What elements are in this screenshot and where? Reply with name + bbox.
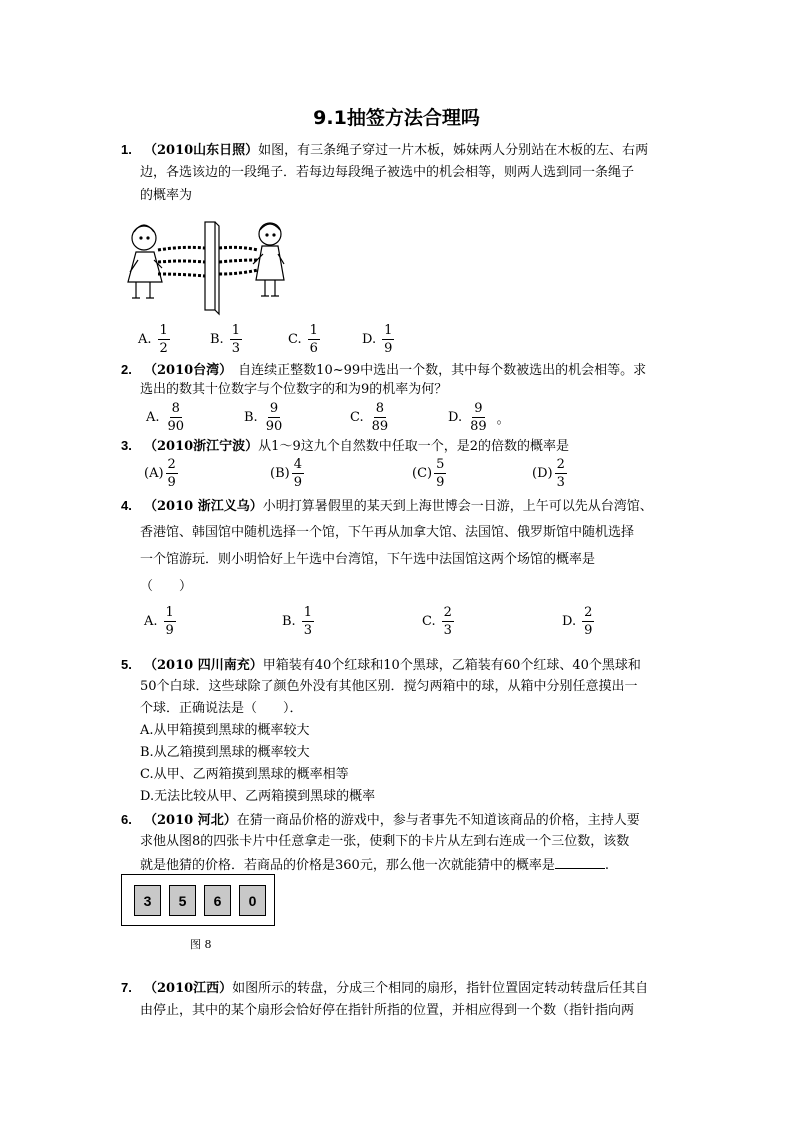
q6-line-2: 求他从图8的四张卡片中任意拿走一张，使剩下的卡片从左到右连成一个三位数，该数	[140, 834, 630, 849]
fraction: $\frac{2}{9}$	[584, 605, 593, 638]
card-3[interactable]: 3	[134, 885, 161, 916]
fraction: $\frac{5}{9}$	[436, 457, 445, 490]
card-5[interactable]: 5	[169, 885, 196, 916]
q4-line-3: 一个馆游玩．则小明恰好上午选中台湾馆，下午选中法国馆这两个场馆的概率是	[140, 552, 596, 567]
q3-option-a[interactable]: (A) $\frac{2}{9}$	[144, 457, 176, 490]
q6-line-1: 6. （2010 河北）在猜一商品价格的游戏中，参与者事先不知道该商品的价格，主持人要	[121, 812, 640, 828]
page-title: 9.1抽签方法合理吗	[313, 107, 480, 129]
q3-line-1: 3. （2010浙江宁波）从1～9这九个自然数中任取一个，是2的倍数的概率是	[121, 438, 569, 454]
fraction: $\frac{4}{9}$	[293, 457, 302, 490]
fraction: $\frac{2}{3}$	[443, 605, 452, 638]
q1-line-3: 的概率为	[140, 188, 193, 203]
q2-line-1: 2. （2010台湾） 自连续正整数10~99中选出一个数，其中每个数被选出的机会相等。求	[121, 362, 647, 378]
q4-line-1: 4. （2010 浙江义乌）小明打算暑假里的某天到上海世博会一日游，上午可以先从台湾馆、	[121, 498, 653, 514]
q3-option-c[interactable]: (C) $\frac{5}{9}$	[412, 457, 445, 490]
q1-line-1: 1. （2010山东日照）如图，有三条绳子穿过一片木板，姊妹两人分别站在木板的左、右两	[121, 142, 649, 158]
fraction: $\frac{8}{89}$	[371, 401, 389, 434]
q4-option-a[interactable]: A. $\frac{1}{9}$	[144, 605, 174, 638]
q4-option-c[interactable]: C. $\frac{2}{3}$	[422, 605, 452, 638]
sisters-rope-board-illustration	[122, 216, 292, 316]
figure-8-cards	[121, 874, 275, 926]
q4-options	[144, 604, 624, 644]
card-6[interactable]: 6	[204, 885, 231, 916]
q7-line-2: 由停止，其中的某个扇形会恰好停在指针所指的位置，并相应得到一个数（指针指向两	[140, 1003, 635, 1018]
fraction: $\frac{9}{90}$	[265, 401, 283, 434]
q7-line-1: 7. （2010江西）如图所示的转盘，分成三个相同的扇形，指针位置固定转动转盘后任其自	[121, 980, 649, 996]
q1-option-a[interactable]: A. $\frac{1}{2}$	[138, 323, 168, 356]
fraction: $\frac{1}{3}$	[231, 323, 240, 356]
q5-line-1: 5. （2010 四川南充）甲箱装有40个红球和10个黑球，乙箱装有60个红球、40个黑球和	[121, 657, 641, 673]
fraction: $\frac{1}{3}$	[303, 605, 312, 638]
q3-option-d[interactable]: (D) $\frac{2}{3}$	[532, 457, 565, 490]
fraction: $\frac{2}{3}$	[556, 457, 565, 490]
q4-line-4: （ ）	[140, 579, 193, 594]
q2-option-b[interactable]: B. $\frac{9}{90}$	[244, 401, 283, 434]
fraction: $\frac{9}{89}$	[470, 401, 487, 434]
q6-line-3: 就是他猜的价格．若商品的价格是360元，那么他一次就能猜中的概率是 .	[140, 854, 609, 875]
q1-option-c[interactable]: C. $\frac{1}{6}$	[288, 323, 318, 356]
q2-option-d[interactable]: D. $\frac{9}{89}$ 。	[448, 401, 510, 434]
q1-option-d[interactable]: D. $\frac{1}{9}$	[362, 323, 393, 356]
q4-line-2: 香港馆、韩国馆中随机选择一个馆，下午再从加拿大馆、法国馆、俄罗斯馆中随机选择	[140, 525, 635, 540]
fraction: $\frac{2}{9}$	[167, 457, 176, 490]
q2-option-a[interactable]: A. $\frac{8}{90}$	[146, 401, 185, 434]
q5-choice-b[interactable]: B.从乙箱摸到黑球的概率较大	[140, 745, 310, 760]
fraction: $\frac{1}{9}$	[165, 605, 174, 638]
q2-options	[146, 400, 566, 438]
q4-option-b[interactable]: B. $\frac{1}{3}$	[282, 605, 312, 638]
fraction: $\frac{1}{6}$	[309, 323, 318, 356]
q5-choice-c[interactable]: C.从甲、乙两箱摸到黑球的概率相等	[140, 767, 349, 782]
q1-options	[138, 322, 438, 360]
q1-option-b[interactable]: B. $\frac{1}{3}$	[210, 323, 240, 356]
figure-caption: 图 8	[190, 938, 212, 951]
fraction: $\frac{1}{2}$	[159, 323, 168, 356]
q3-option-b[interactable]: (B) $\frac{4}{9}$	[270, 457, 302, 490]
q2-option-c[interactable]: C. $\frac{8}{89}$	[350, 401, 389, 434]
q5-choice-d[interactable]: D.无法比较从甲、乙两箱摸到黑球的概率	[140, 789, 376, 804]
q4-option-d[interactable]: D. $\frac{2}{9}$	[562, 605, 593, 638]
q5-line-2: 50个白球．这些球除了颜色外没有其他区别．搅匀两箱中的球，从箱中分别任意摸出一	[140, 679, 638, 694]
q5-choice-a[interactable]: A.从甲箱摸到黑球的概率较大	[140, 723, 310, 738]
fraction: $\frac{8}{90}$	[167, 401, 185, 434]
answer-blank[interactable]	[555, 854, 605, 869]
q3-options	[144, 456, 584, 494]
q1-line-2: 边，各选该边的一段绳子．若每边每段绳子被选中的机会相等，则两人选到同一条绳子	[140, 165, 635, 180]
card-0[interactable]: 0	[239, 885, 266, 916]
q5-line-3: 个球．正确说法是（ ）．	[140, 701, 303, 716]
fraction: $\frac{1}{9}$	[384, 323, 393, 356]
q2-line-2: 选出的数其十位数字与个位数字的和为9的机率为何？	[140, 382, 448, 397]
